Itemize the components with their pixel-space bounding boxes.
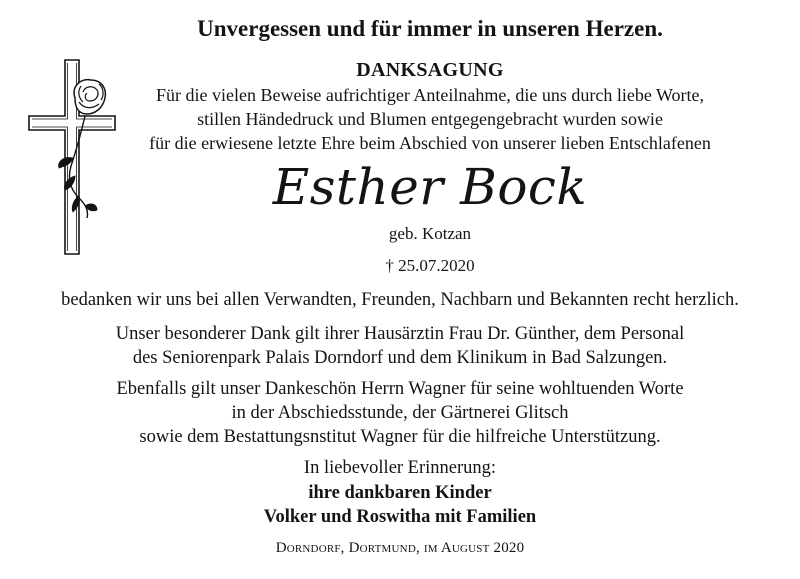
- body-line: Unser besonderer Dank gilt ihrer Hausärztin Frau Dr. Günther, dem Personal: [115, 324, 685, 344]
- section-title: DANKSAGUNG: [356, 59, 504, 81]
- body-line: des Seniorenpark Palais Dorndorf und dem Klinikum in Bad Salzungen.: [132, 348, 668, 368]
- closing-intro: In liebevoller Erinnerung:: [303, 458, 497, 478]
- intro-line: für die erwiesene letzte Ehre beim Abschied von unserer lieben Entschlafenen: [149, 133, 711, 153]
- birth-name: geb. Kotzan: [388, 224, 472, 243]
- body-line: sowie dem Bestattungsnstitut Wagner für die hilfreiche Unterstützung.: [139, 427, 661, 447]
- closing-family-line: ihre dankbaren Kinder: [308, 483, 492, 503]
- intro-line: stillen Händedruck und Blumen entgegengebracht wurden sowie: [197, 109, 663, 129]
- death-date: † 25.07.2020: [385, 256, 475, 275]
- body-line: in der Abschiedsstunde, der Gärtnerei Glitsch: [231, 403, 569, 423]
- headline: Unvergessen und für immer in unseren Herzen.: [197, 16, 663, 41]
- body-line: bedanken wir uns bei allen Verwandten, Freunden, Nachbarn und Bekannten recht herzlich.: [61, 290, 739, 310]
- intro-line: Für die vielen Beweise aufrichtiger Anteilnahme, die uns durch liebe Worte,: [155, 85, 705, 105]
- deceased-name: Esther Bock: [272, 158, 588, 216]
- body-line: Ebenfalls gilt unser Dankeschön Herrn Wagner für seine wohltuenden Worte: [116, 379, 684, 399]
- place-date: Dorndorf, Dortmund, im August 2020: [275, 540, 525, 556]
- closing-family-line: Volker und Roswitha mit Familien: [263, 507, 537, 527]
